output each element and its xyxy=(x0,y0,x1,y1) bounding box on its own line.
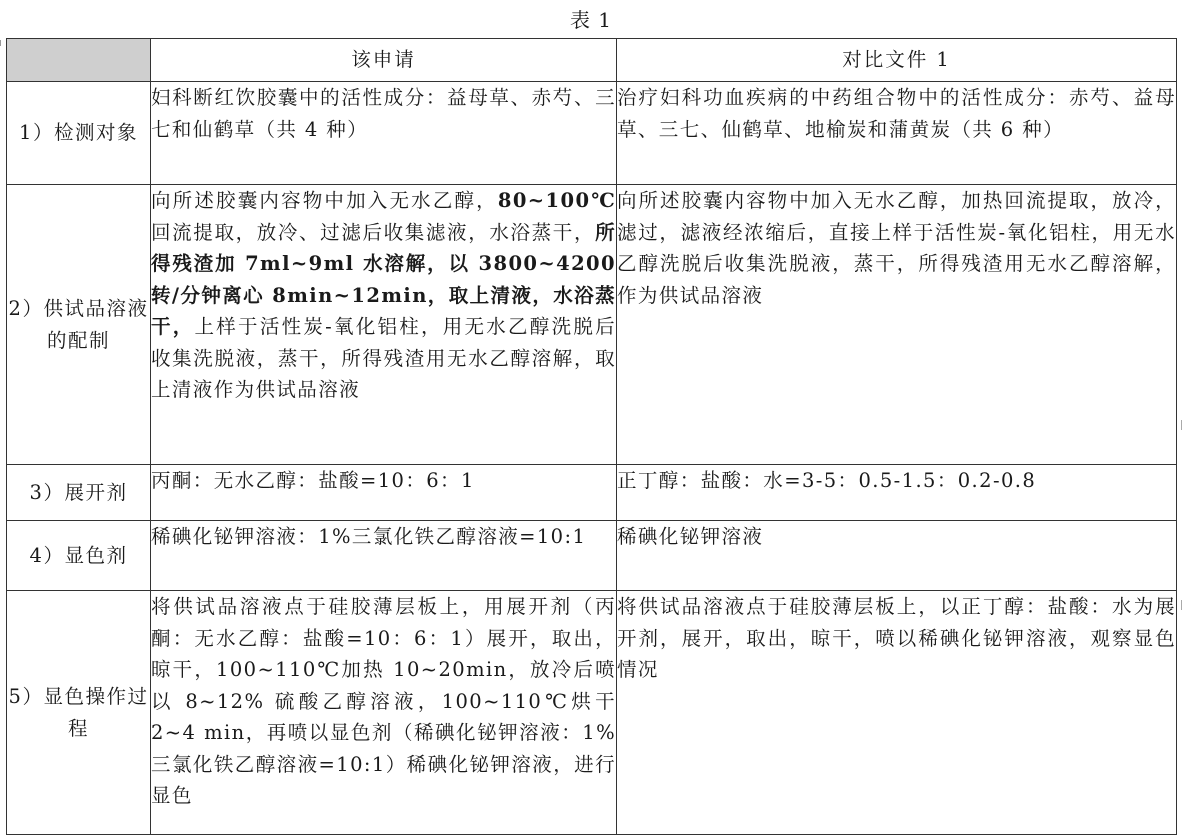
application-cell xyxy=(151,465,617,521)
text-segment: 向所述胶囊内容物中加入无水乙醇， xyxy=(151,189,498,212)
reference-cell xyxy=(617,185,1177,465)
bold-text-segment: 所得残渣加 7ml~9ml 水溶解，以 3800~4200 转/分钟离心 8min~12min，取上清液，水浴蒸干， xyxy=(151,220,616,338)
application-cell xyxy=(151,521,617,591)
reference-cell xyxy=(617,465,1177,521)
table-row-developing-agent xyxy=(7,465,1177,521)
text-segment: 妇科断红饮胶囊中的活性成分：益母草、赤芍、三七和仙鹤草（共 4 种） xyxy=(151,86,616,141)
row-label: 1）检测对象 xyxy=(7,82,151,185)
bold-text-segment: 80~100℃ xyxy=(497,189,616,212)
text-segment: 正丁醇：盐酸：水=3-5：0.5-1.5：0.2-0.8 xyxy=(617,469,1037,492)
header-corner-cell xyxy=(7,39,151,82)
header-application: 该申请 xyxy=(151,39,617,82)
text-segment: 稀碘化铋钾溶液：1%三氯化铁乙醇溶液=10:1 xyxy=(151,525,587,548)
row-label: 4）显色剂 xyxy=(7,521,151,591)
application-cell xyxy=(151,185,617,465)
table-row-color-procedure xyxy=(7,591,1177,835)
margin-tick xyxy=(0,40,5,46)
row-label: 2）供试品溶液的配制 xyxy=(7,185,151,465)
row-label: 5）显色操作过程 xyxy=(7,591,151,835)
text-segment: 治疗妇科功血疾病的中药组合物中的活性成分：赤芍、益母草、三七、仙鹤草、地榆炭和蒲黄炭（共 6 种） xyxy=(617,86,1176,141)
text-segment: 将供试品溶液点于硅胶薄层板上，以正丁醇：盐酸：水为展开剂，展开，取出，晾干，喷以稀碘化铋钾溶液，观察显色情况 xyxy=(617,595,1176,681)
text-segment: 稀碘化铋钾溶液 xyxy=(617,525,764,548)
reference-cell xyxy=(617,591,1177,835)
margin-mark xyxy=(1178,600,1182,610)
text-segment: 上样于活性炭-氧化铝柱，用无水乙醇洗脱后收集洗脱液，蒸干，所得残渣用无水乙醇溶解，取上清液作为供试品溶液 xyxy=(151,315,616,401)
comparison-table xyxy=(6,38,1177,835)
table-row-test-solution-preparation xyxy=(7,185,1177,465)
application-cell xyxy=(151,591,617,835)
reference-cell xyxy=(617,82,1177,185)
table-caption: 表 1 xyxy=(569,8,613,32)
text-segment: 回流提取，放冷、过滤后收集滤液，水浴蒸干， xyxy=(151,220,596,244)
text-segment: 向所述胶囊内容物中加入无水乙醇，加热回流提取，放冷，滤过，滤液经浓缩后，直接上样于活性炭-氧化铝柱，用无水乙醇洗脱后收集洗脱液，蒸干，所得残渣用无水乙醇溶解，作为供试品溶液 xyxy=(617,189,1176,307)
application-cell xyxy=(151,82,617,185)
text-segment: 丙酮：无水乙醇：盐酸=10：6：1 xyxy=(151,469,475,492)
header-row xyxy=(7,39,1177,82)
header-reference-document: 对比文件 1 xyxy=(617,39,1177,82)
margin-mark xyxy=(1178,420,1182,430)
table-row-detection-target xyxy=(7,82,1177,185)
table-row-color-reagent xyxy=(7,521,1177,591)
text-segment: 将供试品溶液点于硅胶薄层板上，用展开剂（丙酮：无水乙醇：盐酸=10：6：1）展开，取出，晾干，100~110℃加热 10~20min，放冷后喷以 8~12% 硫酸乙醇溶液，100~110℃烘干 2~4 min，再喷以显色剂（稀碘化铋钾溶液：1%三氯化铁乙醇溶液=10:1）稀碘化铋钾溶液，进行显色 xyxy=(151,595,616,807)
row-label: 3）展开剂 xyxy=(7,465,151,521)
reference-cell xyxy=(617,521,1177,591)
